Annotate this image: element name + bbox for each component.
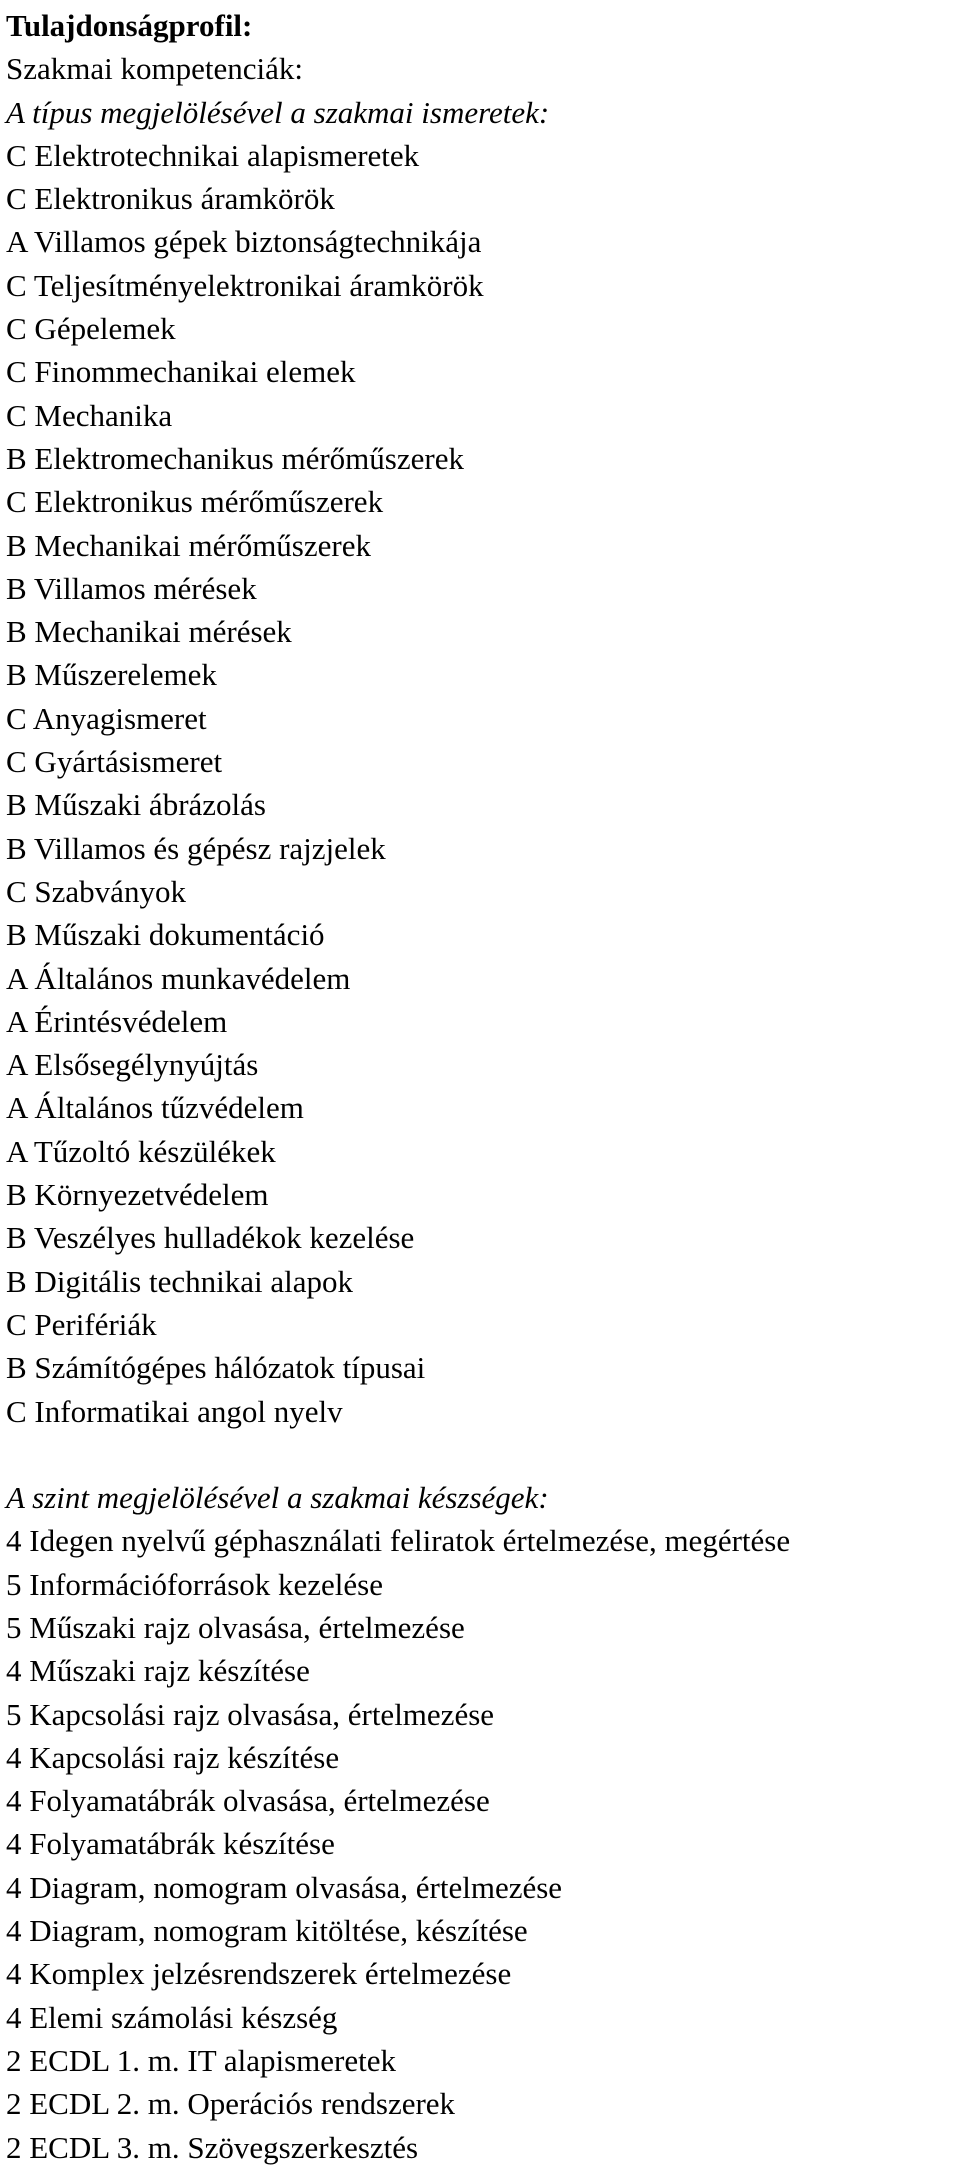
skill-item: 4 Idegen nyelvű géphasználati feliratok értelmezése, megértése	[6, 1523, 791, 1559]
knowledge-item: C Finommechanikai elemek	[6, 354, 356, 390]
skill-item: 2 ECDL 2. m. Operációs rendszerek	[6, 2086, 456, 2122]
knowledge-item: C Mechanika	[6, 397, 173, 433]
knowledge-item: C Informatikai angol nyelv	[6, 1393, 343, 1429]
skill-item: 5 Műszaki rajz olvasása, értelmezése	[6, 1609, 465, 1645]
knowledge-item: A Villamos gépek biztonságtechnikája	[6, 224, 482, 260]
skill-item: 2 ECDL 1. m. IT alapismeretek	[6, 2042, 396, 2078]
knowledge-item: C Gépelemek	[6, 311, 176, 347]
knowledge-item: B Környezetvédelem	[6, 1177, 269, 1213]
skills-heading: A szint megjelölésével a szakmai készségek:	[6, 1480, 549, 1516]
skill-item: 5 Információforrások kezelése	[6, 1566, 383, 1602]
skill-item: 4 Diagram, nomogram olvasása, értelmezése	[6, 1869, 563, 1905]
skill-item: 5 Kapcsolási rajz olvasása, értelmezése	[6, 1696, 495, 1732]
knowledge-item: C Szabványok	[6, 873, 186, 909]
knowledge-item: B Műszaki ábrázolás	[6, 787, 266, 823]
skill-item: 4 Műszaki rajz készítése	[6, 1653, 310, 1689]
section-subtitle: Szakmai kompetenciák:	[6, 51, 303, 87]
knowledge-item: B Veszélyes hulladékok kezelése	[6, 1220, 415, 1256]
skill-item: 4 Elemi számolási készség	[6, 1999, 338, 2035]
knowledge-item: C Perifériák	[6, 1306, 157, 1342]
skill-item: 4 Folyamatábrák készítése	[6, 1826, 335, 1862]
skill-item: 4 Diagram, nomogram kitöltése, készítése	[6, 1913, 528, 1949]
skills-list	[6, 1519, 960, 2168]
knowledge-item: B Számítógépes hálózatok típusai	[6, 1350, 426, 1386]
section-gap	[6, 1433, 960, 1476]
knowledge-item: B Műszaki dokumentáció	[6, 917, 325, 953]
knowledge-item: C Teljesítményelektronikai áramkörök	[6, 267, 484, 303]
skill-item: 2 ECDL 3. m. Szövegszerkesztés	[6, 2129, 419, 2165]
knowledge-item: A Általános munkavédelem	[6, 960, 351, 996]
knowledge-item: C Elektrotechnikai alapismeretek	[6, 137, 420, 173]
knowledge-item: C Elektronikus áramkörök	[6, 181, 335, 217]
knowledge-item: A Érintésvédelem	[6, 1003, 228, 1039]
knowledge-item: B Digitális technikai alapok	[6, 1263, 353, 1299]
knowledge-item: B Mechanikai mérőműszerek	[6, 527, 371, 563]
knowledge-item: A Elsősegélynyújtás	[6, 1047, 259, 1083]
knowledge-item: A Tűzoltó készülékek	[6, 1133, 276, 1169]
knowledge-item: A Általános tűzvédelem	[6, 1090, 304, 1126]
knowledge-item: B Mechanikai mérések	[6, 614, 292, 650]
knowledge-item: B Villamos és gépész rajzjelek	[6, 830, 386, 866]
document-page	[6, 4, 960, 2169]
knowledge-item: B Műszerelemek	[6, 657, 217, 693]
knowledge-heading: A típus megjelölésével a szakmai ismeretek:	[6, 94, 550, 130]
knowledge-item: C Gyártásismeret	[6, 744, 223, 780]
knowledge-item: C Elektronikus mérőműszerek	[6, 484, 384, 520]
knowledge-item: C Anyagismeret	[6, 700, 207, 736]
knowledge-item: B Villamos mérések	[6, 570, 257, 606]
knowledge-list	[6, 134, 960, 1433]
knowledge-item: B Elektromechanikus mérőműszerek	[6, 440, 464, 476]
skill-item: 4 Komplex jelzésrendszerek értelmezése	[6, 1956, 512, 1992]
skill-item: 4 Kapcsolási rajz készítése	[6, 1739, 340, 1775]
document-title: Tulajdonságprofil:	[6, 8, 253, 43]
skill-item: 4 Folyamatábrák olvasása, értelmezése	[6, 1783, 490, 1819]
